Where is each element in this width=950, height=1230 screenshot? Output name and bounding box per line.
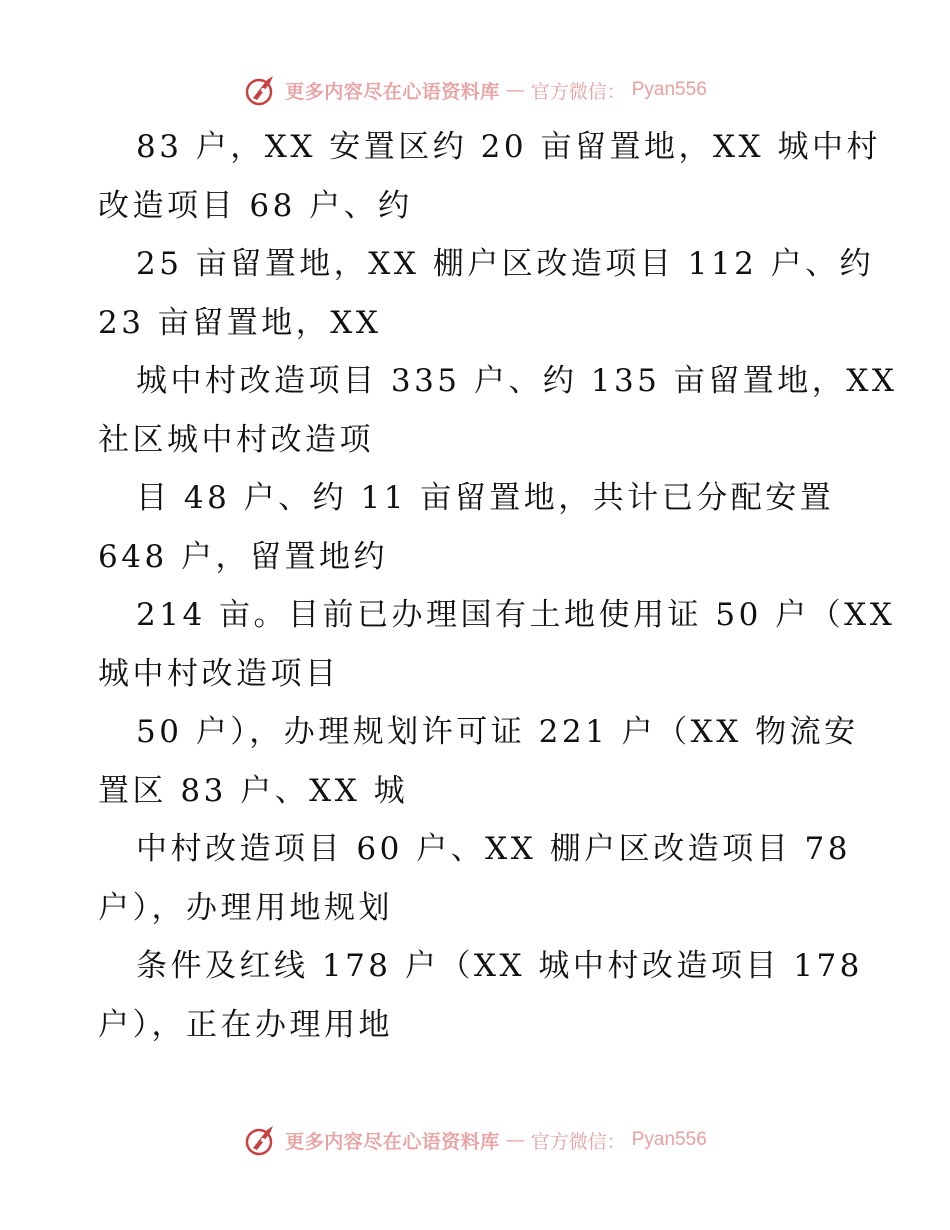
watermark-wechat-id: Pyan556 bbox=[631, 79, 707, 100]
text-line: 50 户），办理规划许可证 221 户（XX 物流安 bbox=[136, 714, 859, 750]
document-body bbox=[98, 118, 898, 1054]
watermark-title: 更多内容尽在心语资料库 bbox=[285, 1130, 500, 1153]
watermark-subtitle: 官方微信： bbox=[530, 1130, 626, 1153]
text-line: 23 亩留置地，XX bbox=[98, 304, 382, 341]
watermark-dash: — bbox=[505, 1129, 525, 1151]
text-line: 置区 83 户、XX 城 bbox=[98, 772, 409, 809]
watermark-dash: — bbox=[505, 79, 525, 101]
text-line: 条件及红线 178 户（XX 城中村改造项目 178 bbox=[136, 948, 863, 984]
text-line: 城中村改造项目 335 户、约 135 亩留置地，XX bbox=[136, 363, 898, 399]
text-line: 目 48 户、约 11 亩留置地，共计已分配安置 bbox=[136, 480, 835, 516]
text-line: 城中村改造项目 bbox=[98, 655, 340, 692]
text-line: 中村改造项目 60 户、XX 棚户区改造项目 78 bbox=[136, 831, 851, 867]
text-line: 83 户，XX 安置区约 20 亩留置地，XX 城中村 bbox=[136, 129, 881, 165]
text-line: 648 户，留置地约 bbox=[98, 538, 389, 575]
text-line: 户），正在办理用地 bbox=[98, 1006, 393, 1043]
pen-nib-logo-icon bbox=[243, 72, 279, 108]
watermark-subtitle: 官方微信： bbox=[530, 80, 626, 103]
footer-watermark bbox=[0, 1120, 950, 1160]
watermark-wechat-id: Pyan556 bbox=[631, 1129, 707, 1150]
pen-nib-logo-icon bbox=[243, 1122, 279, 1158]
header-watermark bbox=[0, 70, 950, 110]
text-line: 214 亩。目前已办理国有土地使用证 50 户（XX bbox=[136, 597, 896, 633]
text-line: 改造项目 68 户、约 bbox=[98, 187, 413, 224]
text-line: 社区城中村改造项 bbox=[98, 421, 374, 458]
text-line: 25 亩留置地，XX 棚户区改造项目 112 户、约 bbox=[136, 246, 875, 282]
watermark-title: 更多内容尽在心语资料库 bbox=[285, 80, 500, 103]
text-line: 户），办理用地规划 bbox=[98, 889, 393, 926]
